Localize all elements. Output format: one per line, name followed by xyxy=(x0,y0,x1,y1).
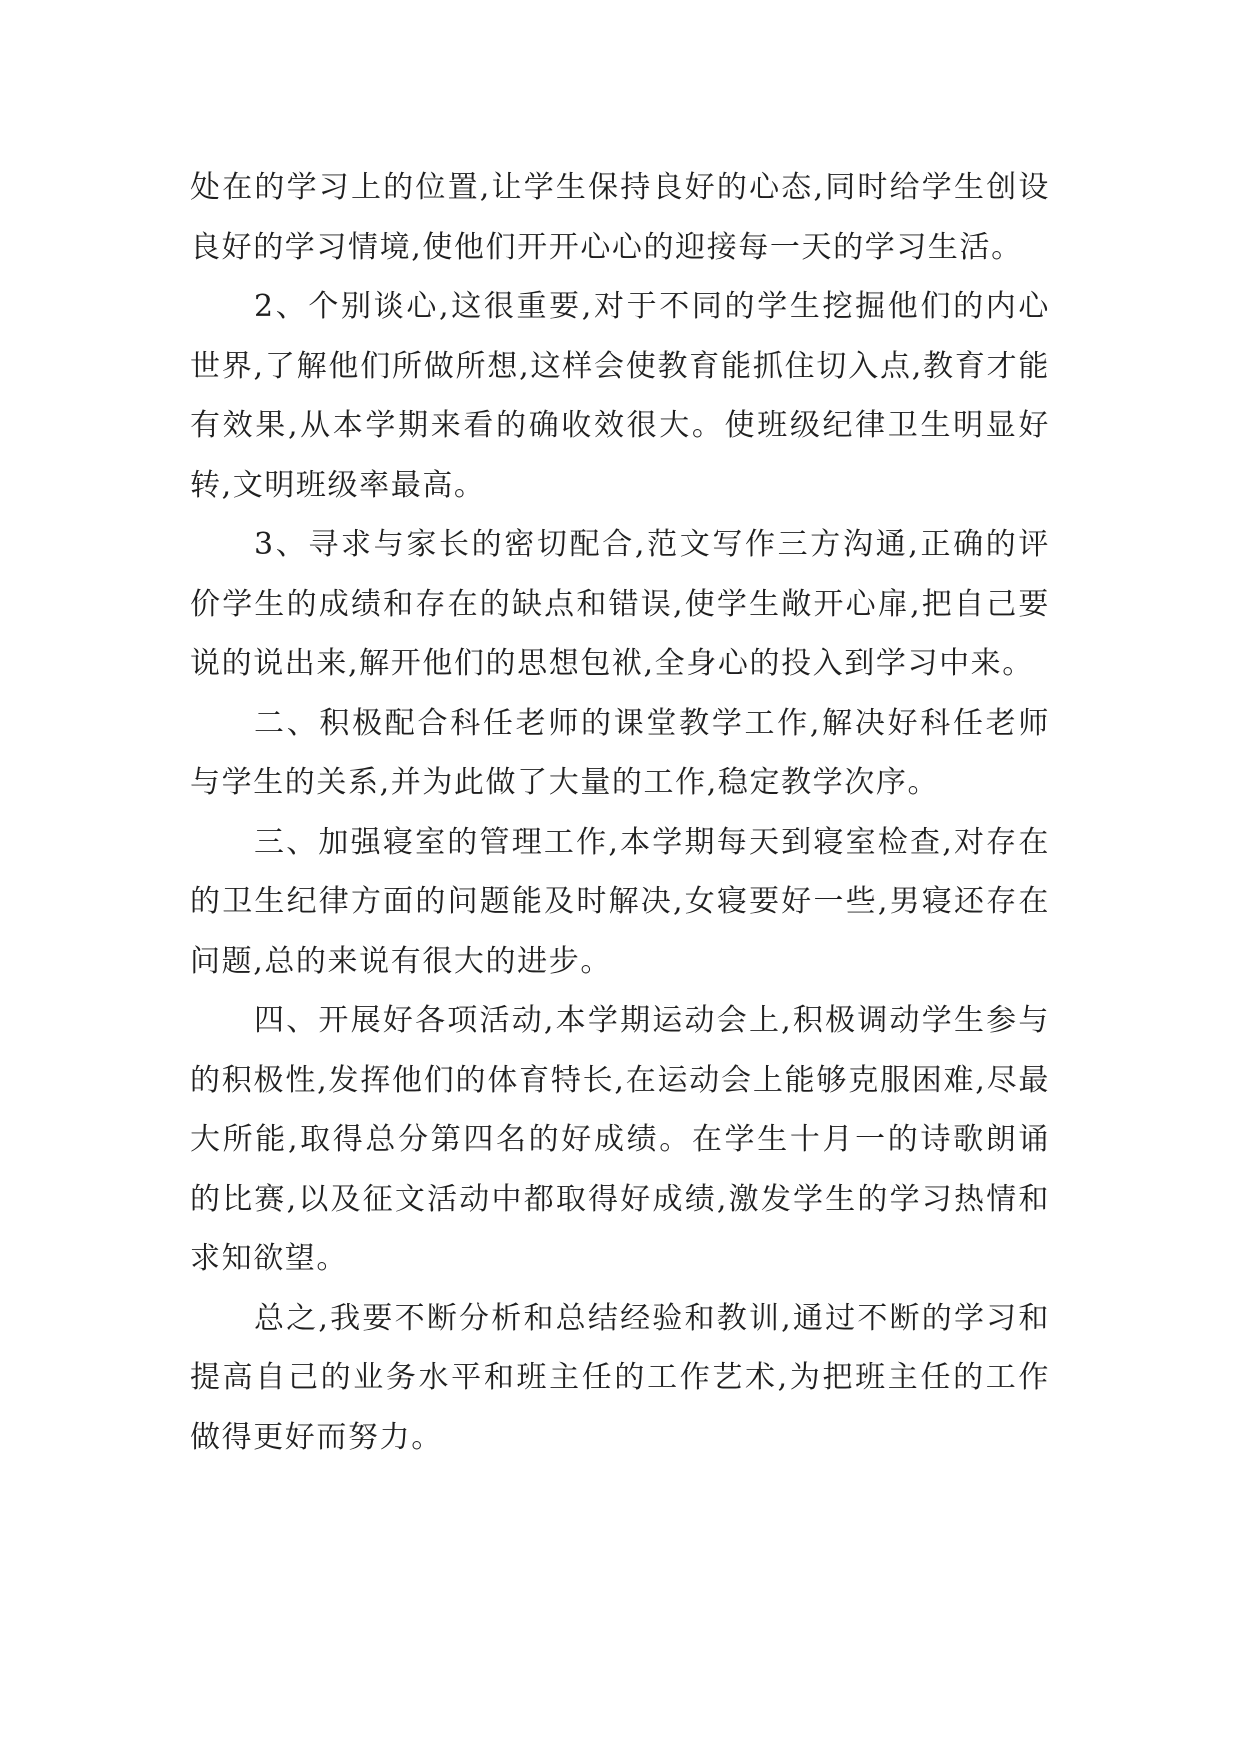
paragraph-section-4: 四、开展好各项活动,本学期运动会上,积极调动学生参与的积极性,发挥他们的体育特长,在运动会上能够克服困难,尽最大所能,取得总分第四名的好成绩。在学生十月一的诗歌朗诵的比赛,以及征文活动中都取得好成绩,激发学生的学习热情和求知欲望。 xyxy=(190,1003,1050,1276)
paragraph-item-2: 2、个别谈心,这很重要,对于不同的学生挖掘他们的内心世界,了解他们所做所想,这样会使教育能抓住切入点,教育才能有效果,从本学期来看的确收效很大。使班级纪律卫生明显好转,文明班级率最高。 xyxy=(190,289,1050,503)
document-body xyxy=(190,158,1050,1467)
paragraph-continuation: 处在的学习上的位置,让学生保持良好的心态,同时给学生创设良好的学习情境,使他们开开心心的迎接每一天的学习生活。 xyxy=(190,170,1050,265)
paragraph-conclusion: 总之,我要不断分析和总结经验和教训,通过不断的学习和提高自己的业务水平和班主任的工作艺术,为把班主任的工作做得更好而努力。 xyxy=(190,1300,1050,1455)
paragraph-section-3: 三、加强寝室的管理工作,本学期每天到寝室检查,对存在的卫生纪律方面的问题能及时解决,女寝要好一些,男寝还存在问题,总的来说有很大的进步。 xyxy=(190,824,1050,979)
paragraph-item-3: 3、寻求与家长的密切配合,范文写作三方沟通,正确的评价学生的成绩和存在的缺点和错误,使学生敞开心扉,把自己要说的说出来,解开他们的思想包袱,全身心的投入到学习中来。 xyxy=(190,527,1050,681)
paragraph-section-2: 二、积极配合科任老师的课堂教学工作,解决好科任老师与学生的关系,并为此做了大量的工作,稳定教学次序。 xyxy=(190,705,1050,800)
